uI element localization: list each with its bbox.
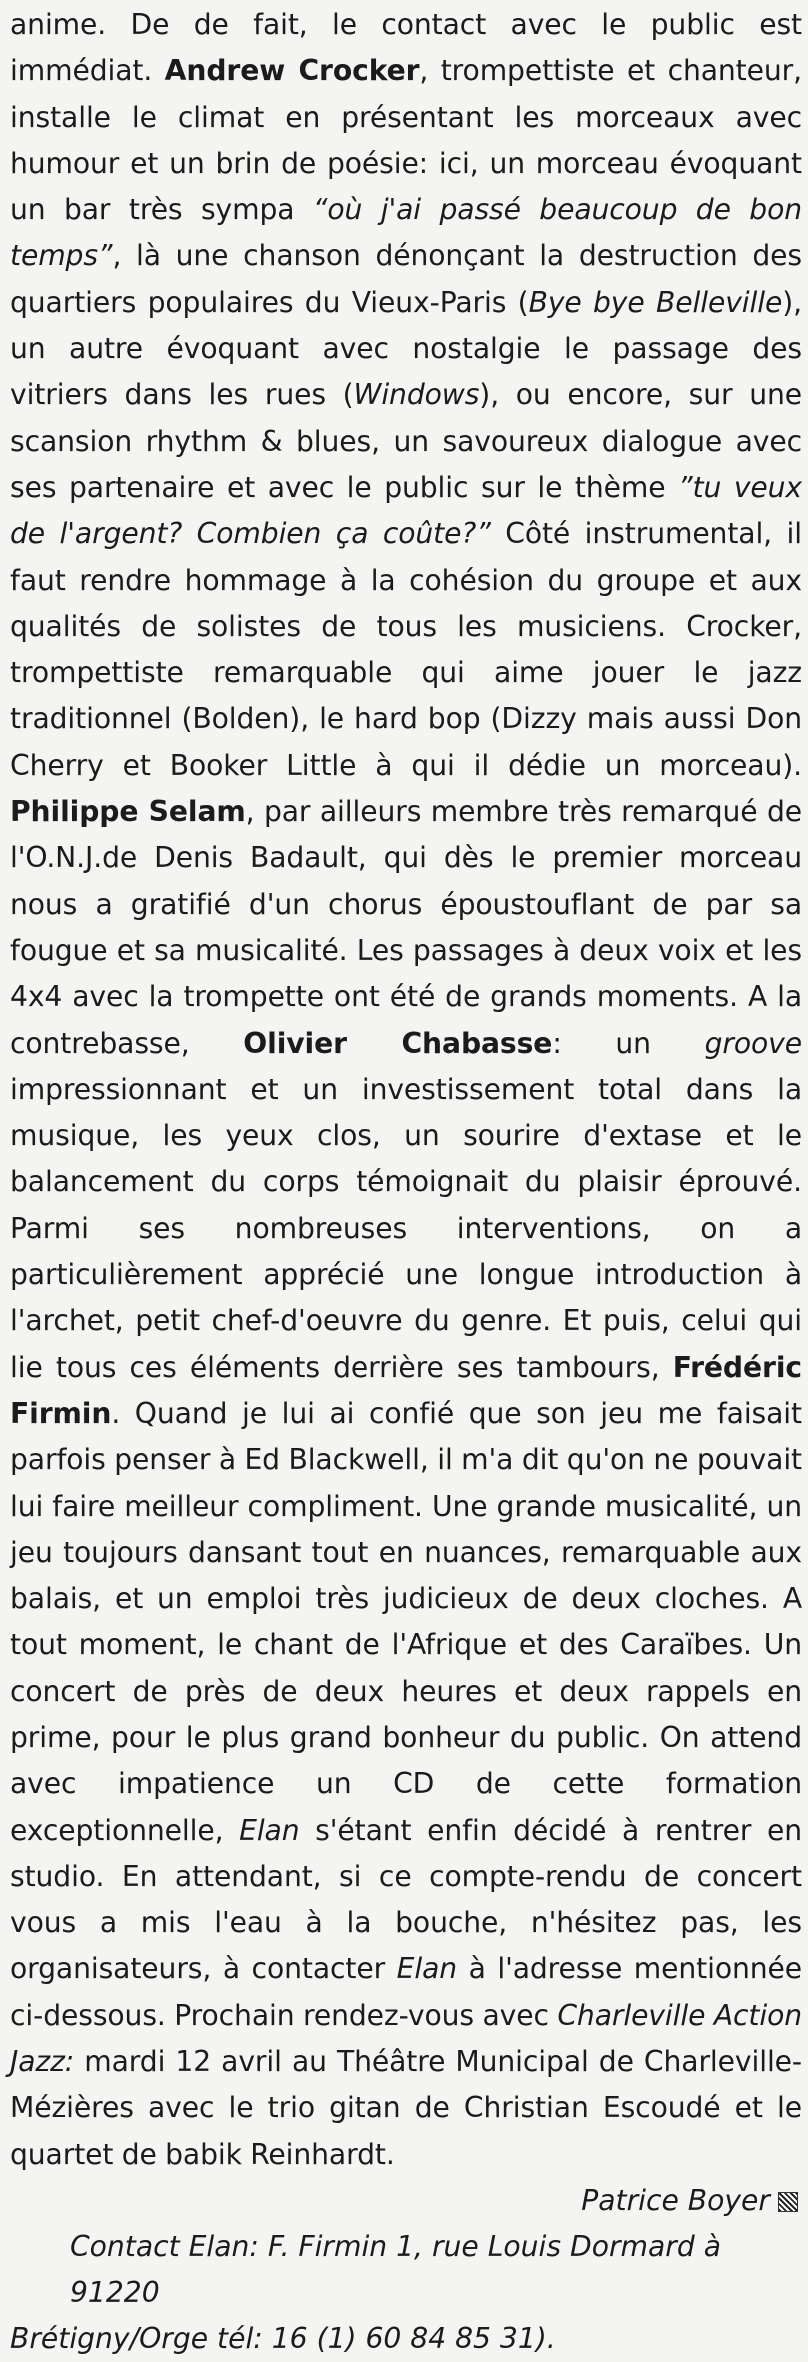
text-segment: , par ailleurs membre très remarqué de l'O.N.J.de Denis Badault, qui dès le premier morceau nous a gratifié d'un chorus époustouflant de par sa fougue et sa musicalité. Les passages à deux voix et les 4x4 avec la trompette ont été de grands moments. A la contrebasse,: [10, 795, 803, 1060]
musician-name-firmin: Frédéric Firmin: [10, 1350, 802, 1430]
text-segment: anime. De de fait, le contact avec le public est immédiat.: [10, 8, 802, 88]
musician-name-crocker: Andrew Crocker: [164, 54, 420, 88]
text-segment: . Quand je lui ai confié que son jeu me faisait parfois penser à Ed Blackwell, il m'a dit qu'on ne pouvait lui faire meilleur compliment. Une grande musicalité, un jeu toujours dansant tout en nuances, remarquable aux balais, et un emploi très judicieux de deux cloches. A tout moment, le chant de l'Afrique et des Caraïbes. Un concert de près de deux heures et deux rappels en prime, pour le plus grand bonheur du public. On attend avec impatience un CD de cette formation exceptionnelle,: [10, 1396, 802, 1847]
quote-bar: “où j'ai passé beaucoup de bon temps”: [10, 193, 802, 273]
event-name-charleville: Charleville Action Jazz:: [10, 1998, 802, 2079]
text-segment: , trompettiste et chanteur, installe le climat en présentant les morceaux avec humour et un brin de poésie: ici, un morceau évoquant un bar très sympa: [10, 54, 802, 227]
text-segment: mardi 12 avril au Théâtre Municipal de Charleville-Mézières avec le trio gitan de Christian Escoudé et le quartet de babik Reinhardt.: [10, 2045, 802, 2171]
page: [10, 0, 802, 2362]
end-mark-icon: [778, 2192, 798, 2212]
text-segment: : un: [552, 1026, 705, 1060]
word-groove: groove: [704, 1026, 802, 1060]
author-signature: [10, 2178, 802, 2224]
article-body: [10, 0, 802, 2178]
text-segment: Côté instrumental, il faut rendre hommage à la cohésion du groupe et aux qualités de solistes de tous les musiciens. Crocker, trompettiste remarquable qui aime jouer le jazz traditionnel (Bolden), le hard bop (Dizzy mais aussi Don Cherry et Booker Little à qui il dédie un morceau).: [10, 517, 802, 782]
musician-name-selam: Philippe Selam: [10, 795, 246, 829]
text-segment: s'étant enfin décidé à rentrer en studio. En attendant, si ce compte-rendu de concert vous a mis l'eau à la bouche, n'hésitez pas, les organisateurs, à contacter: [10, 1813, 802, 1986]
text-segment: impressionnant et un investissement total dans la musique, les yeux clos, un sourire d'extase et le balancement du corps témoignait du plaisir éprouvé. Parmi ses nombreuses interventions, on a particulièrement apprécié une longue introduction à l'archet, petit chef-d'oeuvre du genre. Et puis, celui qui lie tous ces éléments derrière ses tambours,: [10, 1072, 802, 1384]
author-name: Patrice Boyer: [581, 2183, 770, 2217]
quote-argent: ”tu veux de l'argent? Combien ça coûte?”: [10, 470, 802, 551]
song-title-windows: Windows: [353, 378, 480, 412]
contact-info: [10, 2224, 802, 2362]
contact-line-1: Contact Elan: F. Firmin 1, rue Louis Dormard à 91220: [70, 2229, 721, 2309]
text-segment: , là une chanson dénonçant la destruction des quartiers populaires du Vieux-Paris (: [10, 239, 802, 319]
text-segment: ), un autre évoquant avec nostalgie le passage des vitriers dans les rues (: [10, 285, 802, 412]
group-name-elan: Elan: [239, 1813, 300, 1847]
text-segment: à l'adresse mentionnée ci-dessous. Prochain rendez-vous avec: [10, 1952, 802, 2032]
group-name-elan: Elan: [396, 1952, 458, 1986]
song-title-belleville: Bye bye Belleville: [528, 285, 783, 319]
text-segment: ), ou encore, sur une scansion rhythm & blues, un savoureux dialogue avec ses partenaire et avec le public sur le thème: [10, 378, 802, 504]
musician-name-chabasse: Olivier Chabasse: [243, 1026, 553, 1060]
contact-line-2: Brétigny/Orge tél: 16 (1) 60 84 85 31).: [10, 2321, 556, 2355]
